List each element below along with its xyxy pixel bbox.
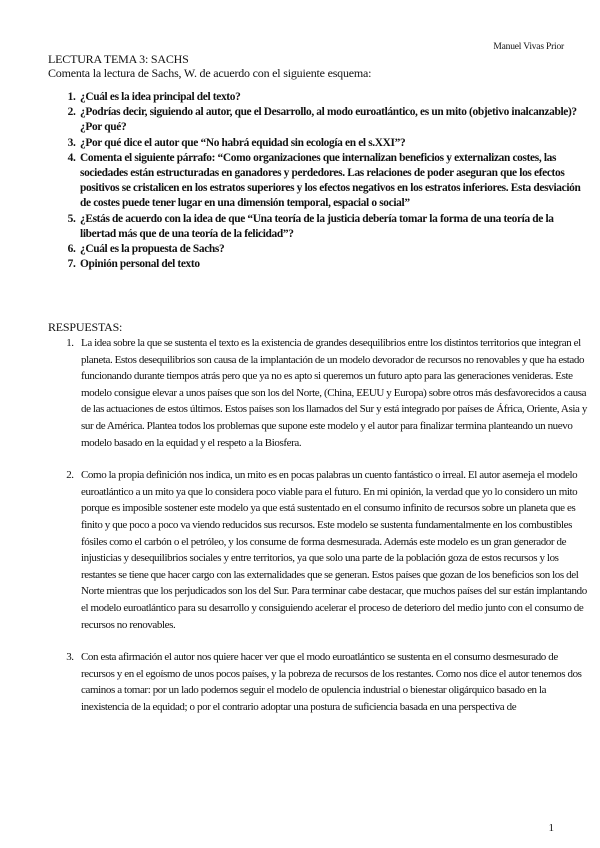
answer-item: 1. La idea sobre la que se sustenta el texto es la existencia de grandes desequilibrios entre los distintos territorios que integran el planeta. Estos desequilibrios son causa de la implantación de un modelo devorador de recursos no renovables y que ha estado funcionando durante tiempos atrás pero que ya no es apto si queremos un futuro apto para las generaciones venideras. Este modelo consigue elevar a unos países que son los del Norte, (China, EEUU y Europa) sobre otros más desfavorecidos a causa de las actuaciones de estos últimos. Estos países son los llamados del Sur y está integrado por países de África, Oriente, Asia y sur de América. Plantea todos los problemas que supone este modelo y el autor para finalizar termina planteando un nuevo modelo basado en la equidad y el respeto a la Biosfera. (76, 335, 590, 451)
answers-list (48, 335, 590, 731)
author-name: Manuel Vivas Prior (493, 42, 564, 52)
question-item: 2. ¿Podrías decir, siguiendo al autor, que el Desarrollo, al modo euroatlántico, es un mito (objetivo inalcanzable)? ¿Por qué? (78, 105, 588, 135)
question-item: 7. Opinión personal del texto (78, 257, 588, 272)
question-item: 6. ¿Cuál es la propuesta de Sachs? (78, 242, 588, 257)
question-item: 3. ¿Por qué dice el autor que “No habrá equidad sin ecología en el s.XXI”? (78, 136, 588, 151)
answer-item: 3. Con esta afirmación el autor nos quiere hacer ver que el modo euroatlántico se sustenta en el consumo desmesurado de recursos y en el egoísmo de unos pocos países, y la pobreza de recursos de los restantes. Como nos dice el autor tenemos dos caminos a tomar: por un lado podemos seguir el modelo de opulencia industrial o bienestar oligárquico basado en la inexistencia de la equidad; o por el contrario adoptar una postura de suficiencia basada en una perspectiva de (76, 649, 590, 715)
page-subtitle: Comenta la lectura de Sachs, W. de acuerdo con el siguiente esquema: (48, 66, 372, 80)
answers-heading: RESPUESTAS: (48, 320, 123, 334)
question-item: 5. ¿Estás de acuerdo con la idea de que “Una teoría de la justicia debería tomar la forma de una teoría de la libertad más que de una teoría de la felicidad”? (78, 212, 588, 242)
page-number: 1 (548, 822, 554, 834)
answer-item: 2. Como la propia definición nos indica, un mito es en pocas palabras un cuento fantástico o irreal. El autor asemeja el modelo euroatlántico a un mito ya que lo considera poco viable para el futuro. En mi opinión, la verdad que yo lo considero un mito porque es imposible sostener este modelo ya que está sustentado en el consumo infinito de recursos sobre un planeta que es finito y que poco a poco va viendo reducidos sus recursos. Este modelo se sustenta fundamentalmente en los combustibles fósiles como el carbón o el petróleo, y los consume de forma desmesurada. Además este modelo es un gran generador de injusticias y desequilibrios sociales y entre territorios, ya que solo una parte de la población goza de estos recursos y los restantes se tiene que hacer cargo con las externalidades que se generan. Estos países que gozan de los beneficios son los del Norte mientras que los perjudicados son los del Sur. Para terminar cabe destacar, que muchos países del sur están implantando el modelo euroatlántico para su desarrollo y consiguiendo acelerar el proceso de deterioro del medio junto con el consumo de recursos no renovables. (76, 467, 590, 633)
question-item: 1. ¿Cuál es la idea principal del texto? (78, 90, 588, 105)
question-item: 4. Comenta el siguiente párrafo: “Como organizaciones que internalizan beneficios y externalizan costes, las sociedades están estructuradas en ganadores y perdedores. Las relaciones de poder aseguran que los efectos positivos se cristalicen en los estratos superiores y los efectos negativos en los estratos inferiores. Esta desviación de costes puede tener lugar en una dimensión temporal, espacial o social” (78, 151, 588, 212)
questions-list (48, 90, 588, 272)
page-title: LECTURA TEMA 3: SACHS (48, 52, 189, 66)
